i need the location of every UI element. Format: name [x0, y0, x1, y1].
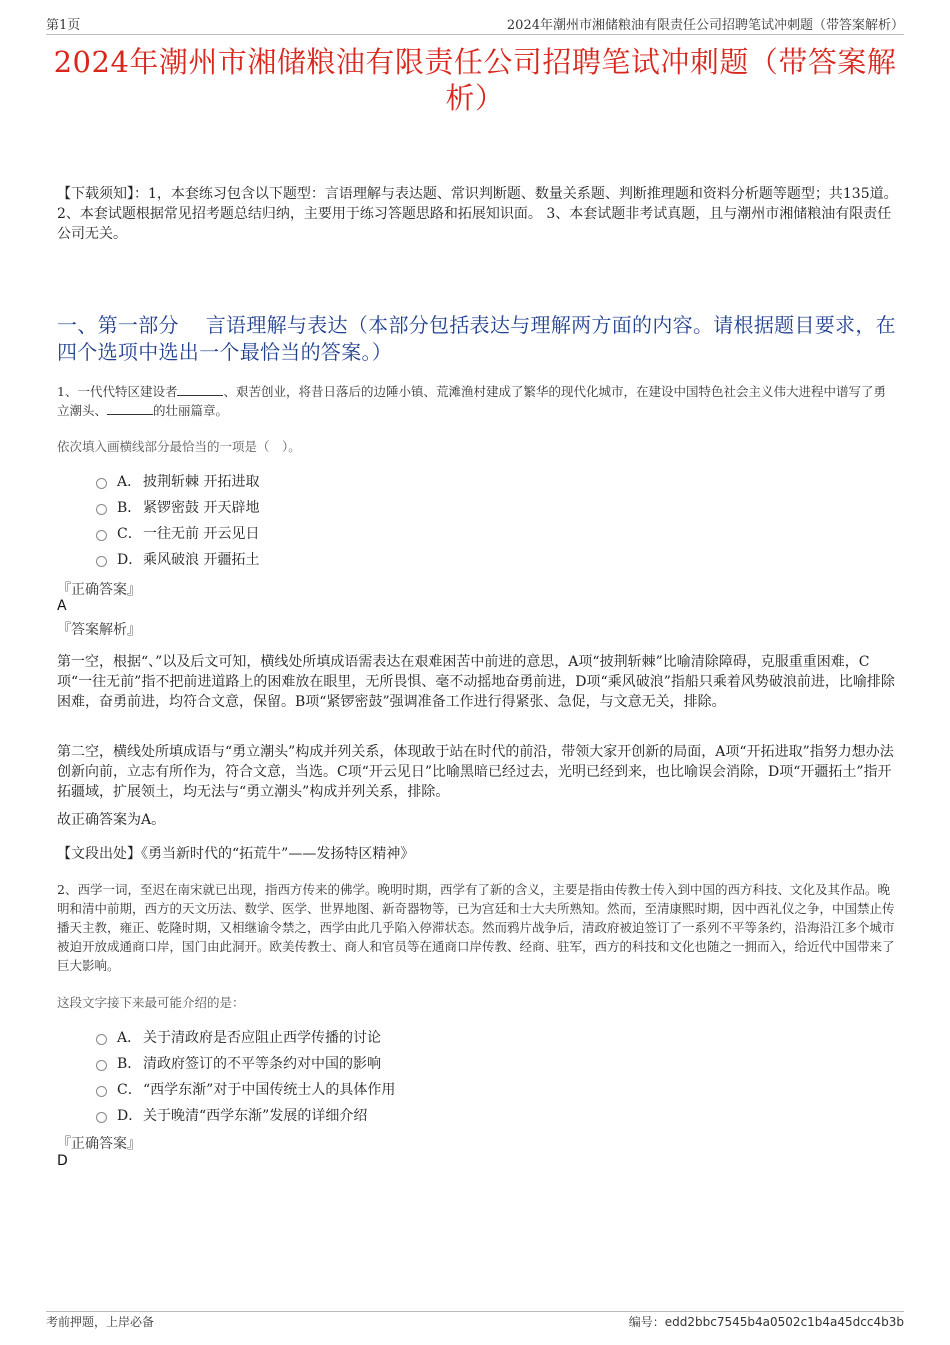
footer-code: [629, 1313, 904, 1330]
section-heading: 一、第一部分 言语理解与表达（本部分包括表达与理解两方面的内容。请根据题目要求，在四个选项中选出一个最恰当的答案。）: [57, 313, 896, 364]
analysis-paragraph-1: 第一空，根据“、”以及后文可知，横线处所填成语需表达在艰难困苦中前进的意思，A项“披荆斩棘”比喻清除障碍，克服重重困难，C项“一往无前”指不把前进道路上的困难放在眼里，无所畏惧、毫不动摇地奋勇前进，D项“乘风破浪”指船只乘着风势破浪前进，比喻排除困难，奋勇前进，均符合文意，保留。B项“紧锣密鼓”强调准备工作进行得紧张、急促，与文意无关，排除。: [57, 654, 895, 710]
question-2-prompt: 这段文字接下来最可能介绍的是：: [57, 995, 245, 1010]
footer-code-label: 编号：: [628, 1315, 665, 1329]
option-d[interactable]: D． 乘风破浪 开疆拓土: [96, 546, 259, 572]
header-doc-title: 2024年潮州市湘储粮油有限责任公司招聘笔试冲刺题（带答案解析）: [506, 18, 904, 33]
option-text: 乘风破浪 开疆拓土: [143, 552, 260, 568]
option-text: 披荆斩棘 开拓进取: [143, 474, 260, 490]
radio-icon[interactable]: [96, 1086, 107, 1097]
option-text: 关于晚清“西学东渐”发展的详细介绍: [143, 1108, 368, 1124]
correct-answer: A: [57, 598, 67, 614]
radio-icon[interactable]: [96, 1034, 107, 1045]
option-a[interactable]: A． 关于清政府是否应阻止西学传播的讨论: [96, 1024, 395, 1050]
correct-answer: D: [57, 1153, 68, 1169]
analysis-label: 『答案解析』: [57, 622, 141, 638]
radio-icon[interactable]: [96, 1060, 107, 1071]
question-2-options: [96, 1024, 395, 1128]
radio-icon[interactable]: [96, 478, 107, 489]
option-text: 紧锣密鼓 开天辟地: [143, 500, 260, 516]
fill-blank-2: [107, 402, 153, 415]
radio-icon[interactable]: [96, 504, 107, 515]
question-1-options: [96, 468, 259, 572]
footer-divider: [46, 1311, 904, 1312]
option-a[interactable]: A． 披荆斩棘 开拓进取: [96, 468, 259, 494]
footer-code-value: edd2bbc7545b4a0502c1b4a45dcc4b3b: [664, 1315, 904, 1329]
option-text: “西学东渐”对于中国传统士人的具体作用: [143, 1082, 396, 1098]
question-2-text: 2、西学一词，至迟在南宋就已出现，指西方传来的佛学。晚明时期，西学有了新的含义，主要是指由传教士传入到中国的西方科技、文化及其作品。晚明和清中前期，西方的天文历法、数学、医学、世界地图、新奇器物等，已为宫廷和士大夫所熟知。然而，至清康熙时期，因中西礼仪之争，中国禁止传播天主教，雍正、乾隆时期，又相继谕令禁之，西学由此几乎陷入停滞状态。然而鸦片战争后，清政府被迫签订了一系列不平等条约，沿海沿江多个城市被迫开放成通商口岸，国门由此洞开。欧美传教士、商人和官员等在通商口岸传教、经商、驻军，西方的科技和文化也随之一拥而入，给近代中国带来了巨大影响。: [57, 882, 895, 973]
option-c[interactable]: C． “西学东渐”对于中国传统士人的具体作用: [96, 1076, 395, 1102]
question-1-part-c: 的壮丽篇章。: [153, 403, 229, 418]
radio-icon[interactable]: [96, 530, 107, 541]
passage-source: 【文段出处】《勇当新时代的“拓荒牛”——发扬特区精神》: [57, 846, 415, 862]
analysis-paragraph-2: 第二空，横线处所填成语与“勇立潮头”构成并列关系，体现敢于站在时代的前沿，带领大家开创新的局面，A项“开拓进取”指努力想办法创新向前，立志有所作为，符合文意，当选。C项“开云见日”比喻黑暗已经过去，光明已经到来，也比喻误会消除，D项“开疆拓土”指开拓疆域，扩展领土，均无法与“勇立潮头”构成并列关系，排除。: [57, 744, 894, 800]
option-c[interactable]: C． 一往无前 开云见日: [96, 520, 259, 546]
footer-slogan: 考前押题，上岸必备: [46, 1315, 155, 1329]
question-1-prompt: 依次填入画横线部分最恰当的一项是（ ）。: [57, 439, 301, 454]
option-b[interactable]: B． 紧锣密鼓 开天辟地: [96, 494, 259, 520]
question-1-part-a: 1、一代代特区建设者: [57, 384, 178, 399]
correct-answer-label: 『正确答案』: [57, 582, 141, 598]
option-d[interactable]: D． 关于晚清“西学东渐”发展的详细介绍: [96, 1102, 395, 1128]
option-b[interactable]: B． 清政府签订的不平等条约对中国的影响: [96, 1050, 395, 1076]
correct-answer-label: 『正确答案』: [57, 1136, 141, 1152]
page-title: 2024年潮州市湘储粮油有限责任公司招聘笔试冲刺题（带答案解析）: [53, 45, 897, 115]
question-1-part-b: 、艰苦创业，将昔日落后的边陲小镇、荒滩渔村建成了繁华的现代化城市，在建设中国特色社会主义伟大进程中谱写了勇立潮头、: [57, 384, 886, 418]
radio-icon[interactable]: [96, 1112, 107, 1123]
option-text: 清政府签订的不平等条约对中国的影响: [143, 1056, 381, 1072]
page-number: 第1页: [46, 18, 81, 33]
radio-icon[interactable]: [96, 556, 107, 567]
page-header: [46, 14, 904, 35]
analysis-conclusion: 故正确答案为A。: [57, 812, 166, 828]
download-notice: 【下载须知】：1，本套练习包含以下题型：言语理解与表达题、常识判断题、数量关系题、判断推理题和资料分析题等题型；共135道。 2、本套试题根据常见招考题总结归纳，主要用于练习答题思路和拓展知识面。 3、本套试题非考试真题，且与潮州市湘储粮油有限责任公司无关。: [57, 186, 898, 242]
option-text: 关于清政府是否应阻止西学传播的讨论: [143, 1030, 381, 1046]
option-text: 一往无前 开云见日: [143, 526, 260, 542]
question-1-text: [57, 382, 898, 420]
fill-blank-1: [177, 383, 223, 396]
